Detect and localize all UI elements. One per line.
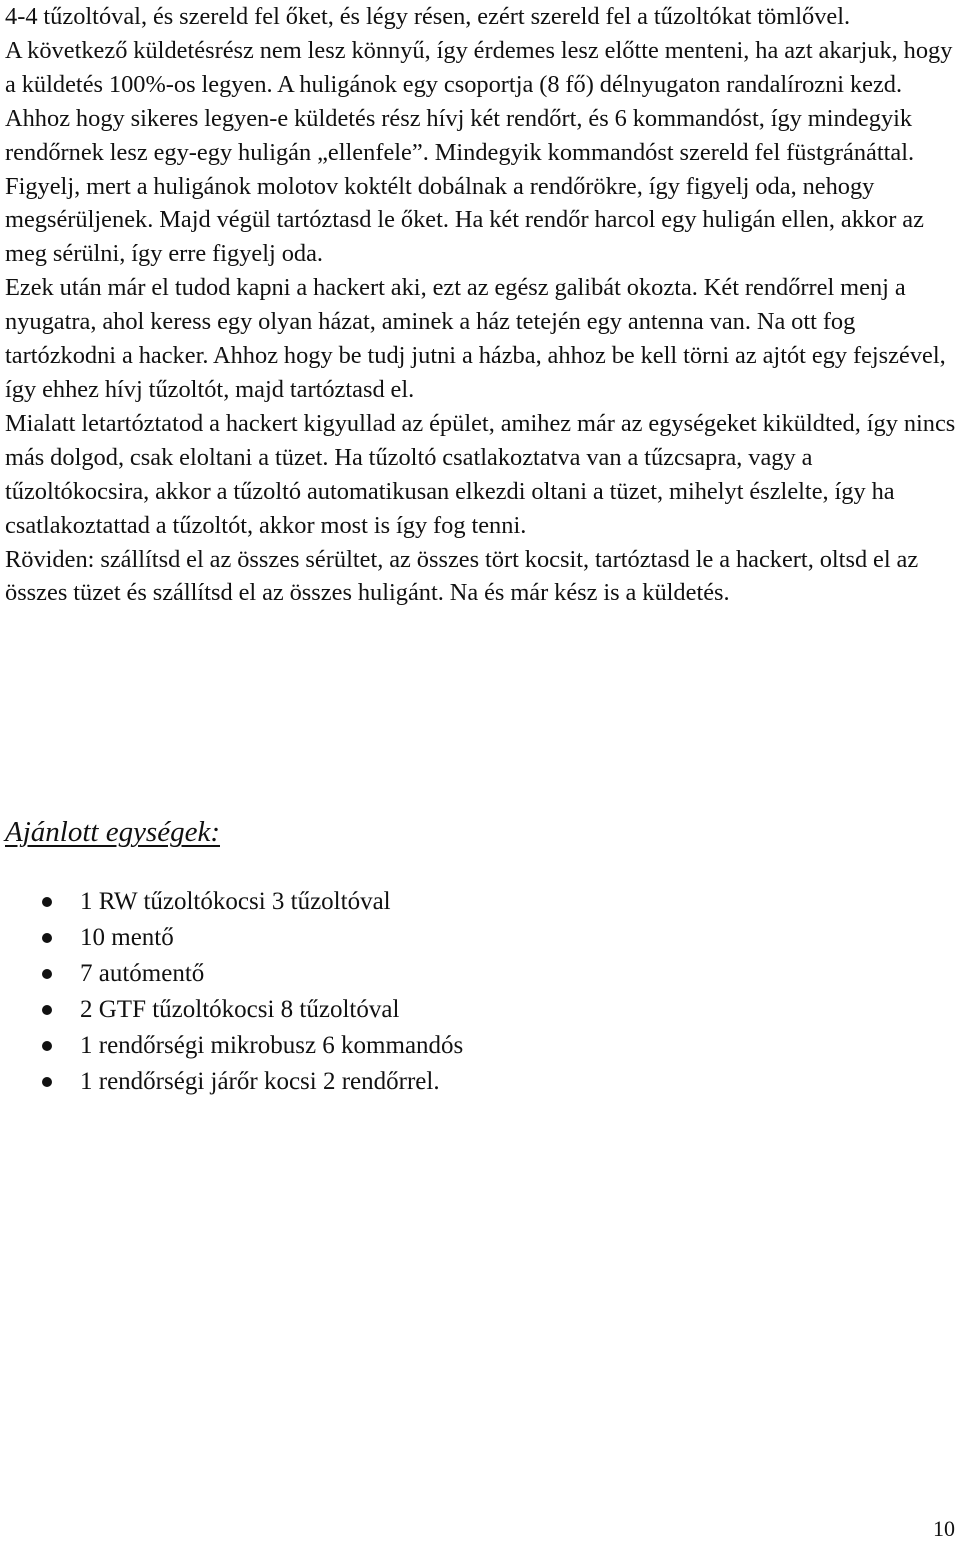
bullet-icon xyxy=(42,1005,52,1015)
list-item-label: 2 GTF tűzoltókocsi 8 tűzoltóval xyxy=(80,996,400,1024)
list-item-label: 10 mentő xyxy=(80,924,174,952)
paragraph: Röviden: szállítsd el az összes sérültet, az összes tört kocsit, tartóztasd le a hackert, oltsd el az összes tüzet és szállítsd el az összes huligánt. Na és már kész is a küldetés. xyxy=(5,545,919,607)
recommended-units-list xyxy=(0,884,463,1101)
recommended-units-heading: Ajánlott egységek: xyxy=(5,816,220,848)
bullet-icon xyxy=(42,1041,52,1051)
paragraph: Ezek után már el tudod kapni a hackert aki, ezt az egész galibát okozta. Két rendőrrel menj a nyugatra, ahol keress egy olyan házat, aminek a ház tetején egy antenna van. Na ott fog tartózkodni a hacker. Ahhoz hogy be tudj jutni a házba, ahhoz be kell törni az ajtót egy fejszével, így ehhez hívj tűzoltót, majd tartóztasd el. xyxy=(5,274,946,403)
bullet-icon xyxy=(42,1077,52,1087)
list-item xyxy=(0,920,463,956)
bullet-icon xyxy=(42,933,52,943)
list-item-label: 1 RW tűzoltókocsi 3 tűzoltóval xyxy=(80,888,391,915)
list-item-label: 7 autómentő xyxy=(80,960,205,988)
document-body xyxy=(5,0,958,610)
list-item-label: 1 rendőrségi mikrobusz 6 kommandós xyxy=(80,1032,464,1060)
list-item xyxy=(0,1028,463,1064)
paragraph: A következő küldetésrész nem lesz könnyű, így érdemes lesz előtte menteni, ha azt akarjuk, hogy a küldetés 100%-os legyen. A huligánok egy csoportja (8 fő) délnyugaton randalírozni kezd. Ahhoz hogy sikeres legyen-e küldetés rész hívj két rendőrt, és 6 kommandóst, így mindegyik rendőrnek lesz egy-egy huligán „ellenfele”. Mindegyik kommandóst szereld fel füstgránáttal. Figyelj, mert a huligánok molotov koktélt dobálnak a rendőrökre, így figyelj oda, nehogy megsérüljenek. Majd végül tartóztasd le őket. Ha két rendőr harcol egy huligán ellen, akkor az meg sérülni, így erre figyelj oda. xyxy=(5,36,953,268)
list-item xyxy=(0,992,463,1028)
paragraph: 4-4 tűzoltóval, és szereld fel őket, és légy résen, ezért szereld fel a tűzoltókat tömlővel. xyxy=(5,3,851,30)
list-item-label: 1 rendőrségi járőr kocsi 2 rendőrrel. xyxy=(80,1068,440,1096)
list-item xyxy=(0,884,463,920)
bullet-icon xyxy=(42,897,52,907)
list-item xyxy=(0,1064,463,1100)
page-number: 10 xyxy=(933,1516,955,1541)
paragraph: Mialatt letartóztatod a hackert kigyullad az épület, amihez már az egységeket kiküldted, így nincs más dolgod, csak eloltani a tüzet. Ha tűzoltó csatlakoztatva van a tűzcsapra, vagy a tűzoltókocsira, akkor a tűzoltó automatikusan elkezdi oltani a tüzet, mihelyt észlelte, így ha csatlakoztattad a tűzoltót, akkor most is így fog tenni. xyxy=(5,409,956,539)
bullet-icon xyxy=(42,969,52,979)
list-item xyxy=(0,956,463,992)
